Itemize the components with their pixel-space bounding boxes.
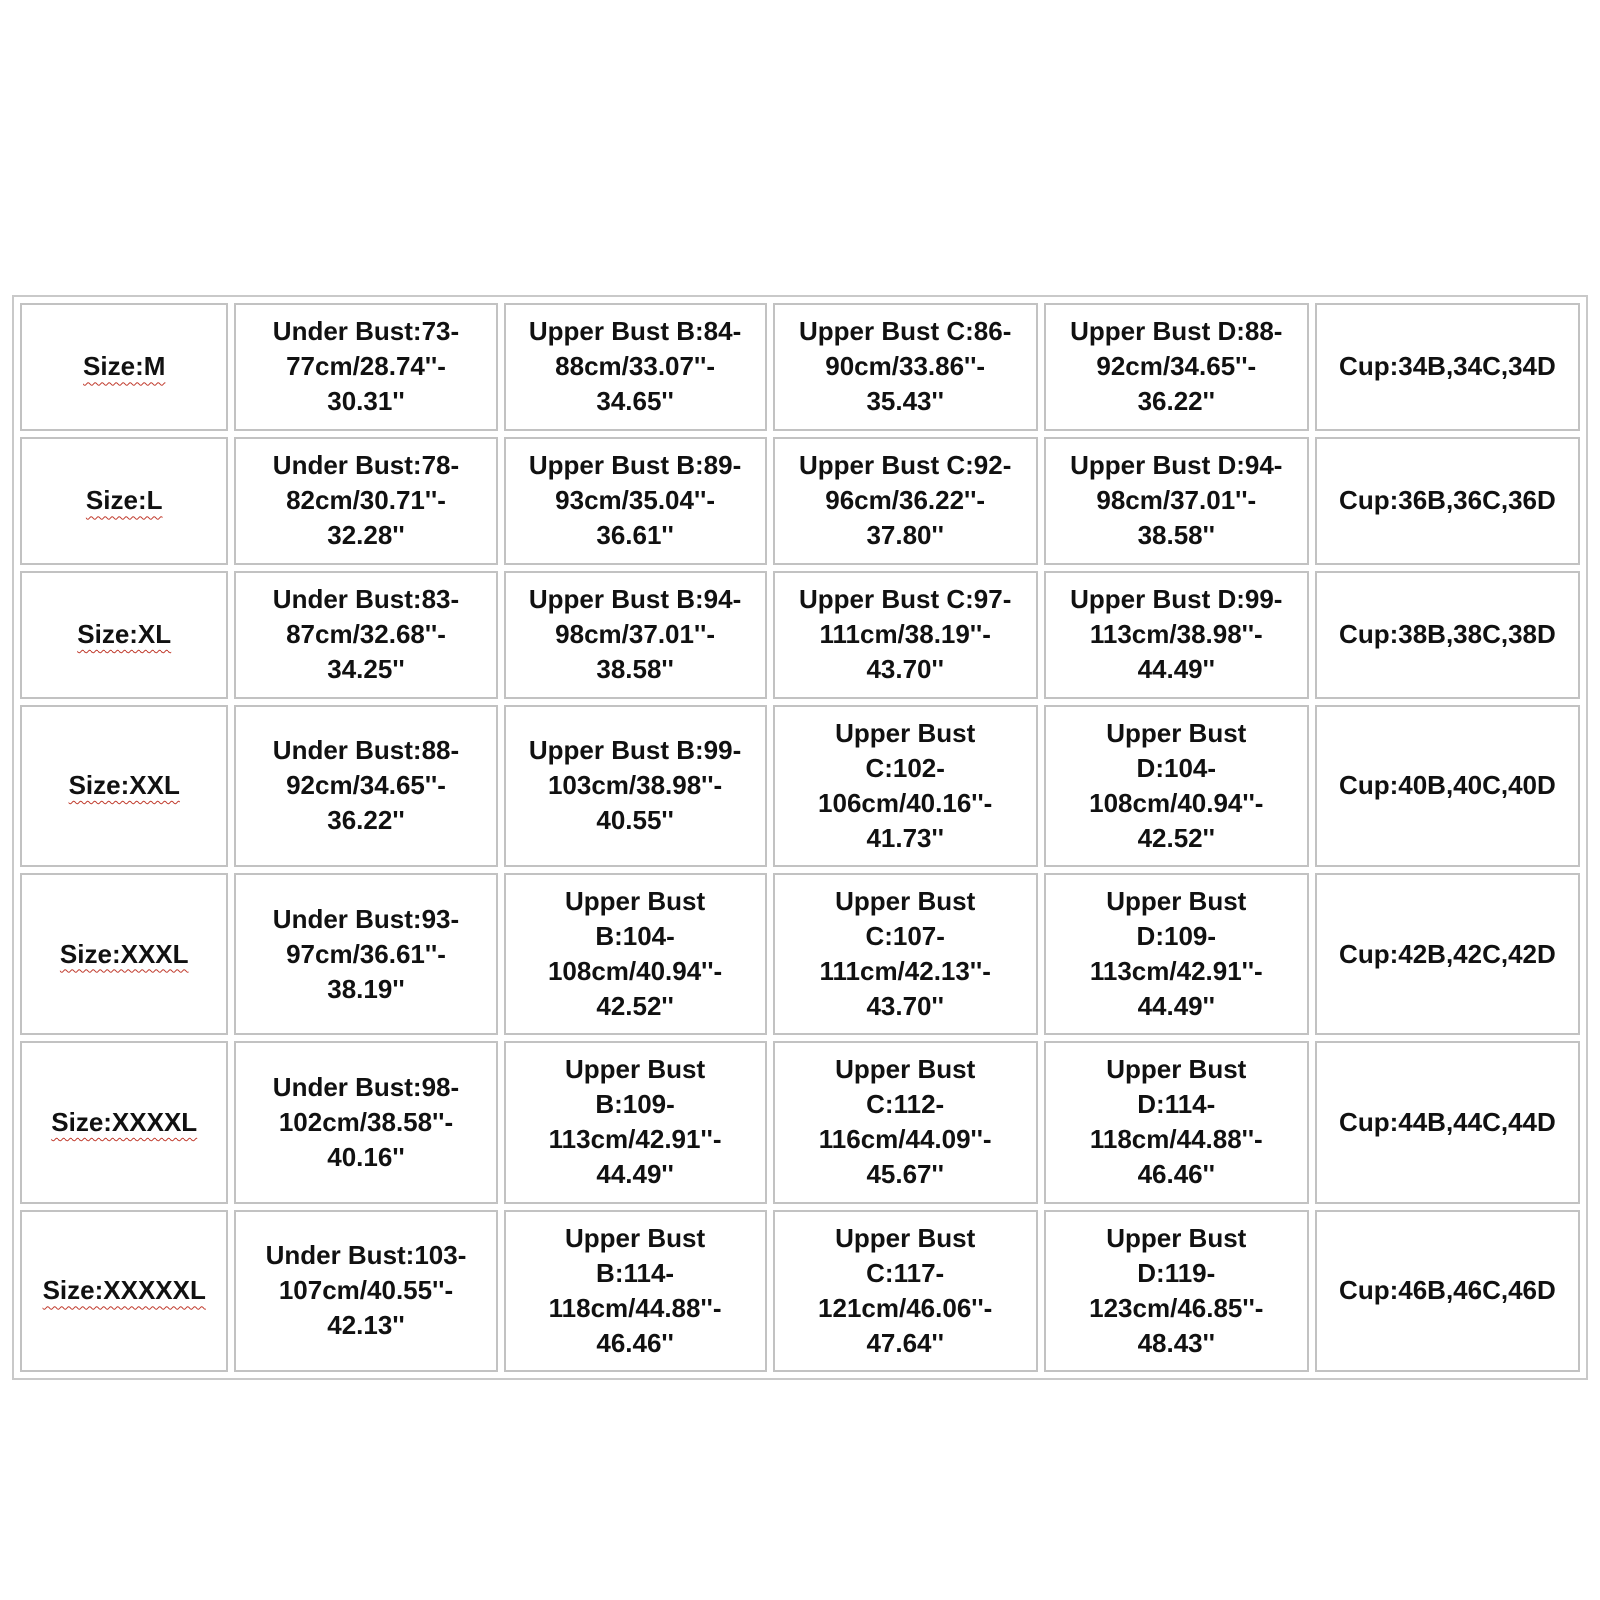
upper-bust-d-value: Upper Bust D:119- 123cm/46.85''- 48.43''	[1089, 1222, 1264, 1358]
table-row-xxl	[20, 705, 1580, 867]
size-label: Size:XL	[77, 619, 172, 650]
under-bust-value: Under Bust:73- 77cm/28.74''- 30.31''	[272, 316, 460, 417]
size-cell	[20, 303, 228, 431]
size-cell	[20, 1210, 228, 1372]
under-bust-cell	[234, 705, 497, 867]
size-label: Size:M	[83, 351, 166, 382]
upper-bust-d-cell	[1044, 303, 1309, 431]
upper-bust-b-cell	[504, 571, 767, 699]
upper-bust-d-value: Upper Bust D:99- 113cm/38.98''- 44.49''	[1070, 584, 1283, 685]
table-row-m	[20, 303, 1580, 431]
upper-bust-b-value: Upper Bust B:109- 113cm/42.91''- 44.49''	[548, 1054, 722, 1190]
upper-bust-d-value: Upper Bust D:109- 113cm/42.91''- 44.49''	[1089, 886, 1263, 1022]
table-row-xxxxxl	[20, 1210, 1580, 1372]
cup-value: Cup:46B,46C,46D	[1339, 1275, 1556, 1306]
upper-bust-b-value: Upper Bust B:84- 88cm/33.07''- 34.65''	[528, 316, 742, 417]
size-label: Size:XXL	[68, 770, 180, 801]
under-bust-cell	[234, 571, 497, 699]
cup-value: Cup:34B,34C,34D	[1339, 351, 1556, 382]
cup-value: Cup:38B,38C,38D	[1339, 619, 1556, 650]
size-label: Size:XXXL	[59, 938, 189, 969]
upper-bust-b-cell	[504, 303, 767, 431]
upper-bust-d-cell	[1044, 1041, 1309, 1203]
under-bust-value: Under Bust:93- 97cm/36.61''- 38.19''	[272, 903, 460, 1004]
under-bust-value: Under Bust:98- 102cm/38.58''- 40.16''	[272, 1071, 460, 1172]
upper-bust-c-value: Upper Bust C:112- 116cm/44.09''- 45.67''	[818, 1054, 992, 1190]
upper-bust-c-cell	[773, 705, 1038, 867]
upper-bust-b-cell	[504, 437, 767, 565]
upper-bust-c-cell	[773, 437, 1038, 565]
cup-cell	[1315, 1041, 1580, 1203]
upper-bust-c-cell	[773, 1041, 1038, 1203]
under-bust-cell	[234, 873, 497, 1035]
size-label: Size:XXXXXL	[42, 1275, 206, 1306]
under-bust-value: Under Bust:83- 87cm/32.68''- 34.25''	[272, 584, 460, 685]
under-bust-value: Under Bust:78- 82cm/30.71''- 32.28''	[272, 450, 460, 551]
size-label: Size:XXXXL	[51, 1106, 198, 1137]
upper-bust-d-cell	[1044, 437, 1309, 565]
upper-bust-c-value: Upper Bust C:92- 96cm/36.22''- 37.80''	[799, 450, 1012, 551]
upper-bust-c-cell	[773, 873, 1038, 1035]
cup-cell	[1315, 303, 1580, 431]
cup-value: Cup:40B,40C,40D	[1339, 770, 1556, 801]
upper-bust-b-value: Upper Bust B:89- 93cm/35.04''- 36.61''	[528, 450, 742, 551]
upper-bust-c-cell	[773, 303, 1038, 431]
upper-bust-c-cell	[773, 1210, 1038, 1372]
upper-bust-b-cell	[504, 873, 767, 1035]
upper-bust-c-cell	[773, 571, 1038, 699]
upper-bust-b-cell	[504, 1041, 767, 1203]
size-label: Size:L	[85, 485, 163, 516]
cup-cell	[1315, 571, 1580, 699]
cup-cell	[1315, 1210, 1580, 1372]
upper-bust-d-value: Upper Bust D:104- 108cm/40.94''- 42.52''	[1089, 717, 1264, 853]
upper-bust-d-cell	[1044, 873, 1309, 1035]
under-bust-cell	[234, 1041, 497, 1203]
upper-bust-d-value: Upper Bust D:114- 118cm/44.88''- 46.46''	[1089, 1054, 1263, 1190]
size-chart-table	[12, 295, 1588, 1380]
upper-bust-c-value: Upper Bust C:86- 90cm/33.86''- 35.43''	[799, 316, 1012, 417]
upper-bust-c-value: Upper Bust C:97- 111cm/38.19''- 43.70''	[799, 584, 1012, 685]
upper-bust-b-cell	[504, 1210, 767, 1372]
table-row-xxxxl	[20, 1041, 1580, 1203]
upper-bust-d-cell	[1044, 705, 1309, 867]
size-cell	[20, 873, 228, 1035]
under-bust-value: Under Bust:103- 107cm/40.55''- 42.13''	[265, 1240, 467, 1341]
under-bust-value: Under Bust:88- 92cm/34.65''- 36.22''	[272, 735, 460, 836]
upper-bust-b-value: Upper Bust B:104- 108cm/40.94''- 42.52''	[547, 886, 723, 1022]
upper-bust-b-value: Upper Bust B:99- 103cm/38.98''- 40.55''	[528, 735, 742, 836]
cup-value: Cup:36B,36C,36D	[1339, 485, 1556, 516]
table-row-xxxl	[20, 873, 1580, 1035]
cup-cell	[1315, 873, 1580, 1035]
upper-bust-c-value: Upper Bust C:117- 121cm/46.06''- 47.64''	[818, 1222, 993, 1358]
under-bust-cell	[234, 1210, 497, 1372]
size-cell	[20, 705, 228, 867]
upper-bust-b-value: Upper Bust B:114- 118cm/44.88''- 46.46''	[548, 1222, 722, 1358]
cup-cell	[1315, 437, 1580, 565]
size-cell	[20, 437, 228, 565]
size-cell	[20, 1041, 228, 1203]
under-bust-cell	[234, 437, 497, 565]
upper-bust-c-value: Upper Bust C:107- 111cm/42.13''- 43.70''	[819, 886, 991, 1022]
upper-bust-d-value: Upper Bust D:88- 92cm/34.65''- 36.22''	[1070, 316, 1283, 417]
upper-bust-d-cell	[1044, 571, 1309, 699]
upper-bust-d-cell	[1044, 1210, 1309, 1372]
under-bust-cell	[234, 303, 497, 431]
upper-bust-b-value: Upper Bust B:94- 98cm/37.01''- 38.58''	[528, 584, 742, 685]
upper-bust-b-cell	[504, 705, 767, 867]
table-row-l	[20, 437, 1580, 565]
cup-value: Cup:44B,44C,44D	[1339, 1106, 1556, 1137]
table-row-xl	[20, 571, 1580, 699]
cup-cell	[1315, 705, 1580, 867]
size-cell	[20, 571, 228, 699]
cup-value: Cup:42B,42C,42D	[1339, 938, 1556, 969]
upper-bust-d-value: Upper Bust D:94- 98cm/37.01''- 38.58''	[1070, 450, 1283, 551]
upper-bust-c-value: Upper Bust C:102- 106cm/40.16''- 41.73''	[818, 717, 993, 853]
